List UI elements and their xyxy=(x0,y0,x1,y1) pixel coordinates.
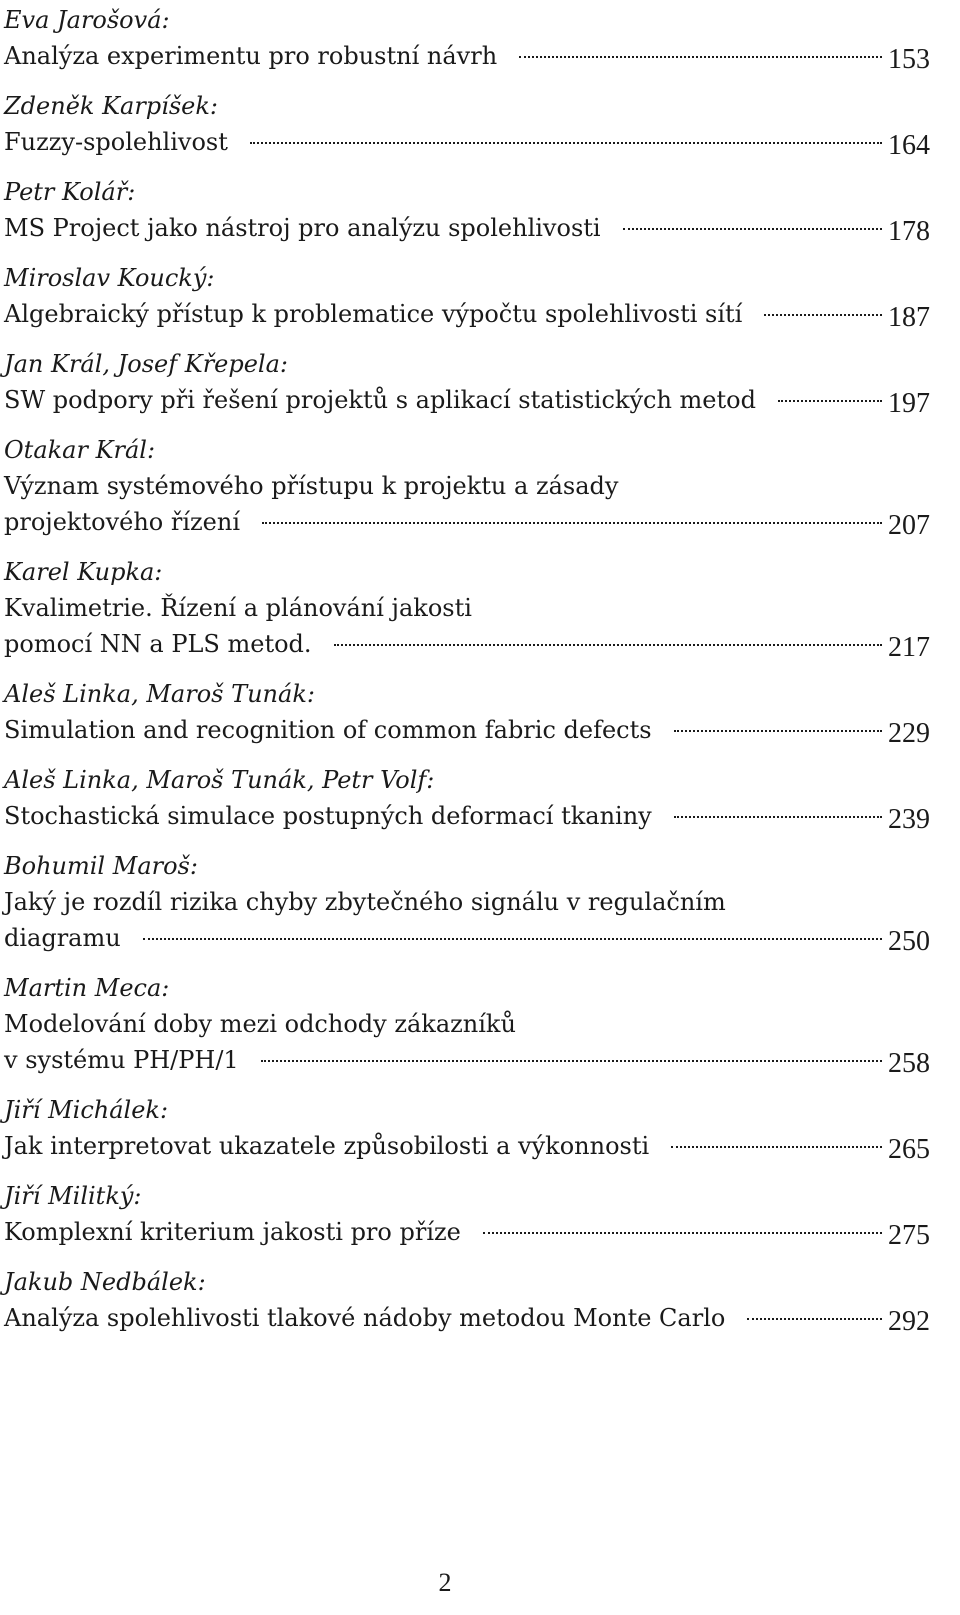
toc-entry-page-number: 275 xyxy=(888,1220,930,1251)
toc-entry-title-row xyxy=(4,124,930,174)
toc-entry-title: Komplexní kriterium jakosti pro příze xyxy=(4,1218,461,1246)
toc-entry xyxy=(4,1092,930,1178)
toc-entry-title-row xyxy=(4,1214,930,1264)
dot-leader xyxy=(334,643,882,646)
dot-leader xyxy=(778,399,882,402)
toc-entry-title-row xyxy=(4,210,930,260)
toc-entry-title-row xyxy=(4,920,930,970)
toc-entry xyxy=(4,1264,930,1350)
toc-entry-author: Jiří Michálek: xyxy=(4,1096,169,1124)
toc-entry-title: Algebraický přístup k problematice výpočtu spolehlivosti sítí xyxy=(4,300,743,328)
toc-entry-title-row xyxy=(4,1042,930,1092)
toc-entry-title-line: Jaký je rozdíl rizika chyby zbytečného signálu v regulačním xyxy=(4,888,726,916)
toc-entry-page-number: 178 xyxy=(888,216,930,247)
toc-entry-author: Otakar Král: xyxy=(4,436,156,464)
toc-entry xyxy=(4,346,930,432)
toc-entry-title-row xyxy=(4,712,930,762)
toc-entry-page-number: 187 xyxy=(888,302,930,333)
toc-entry-title-row xyxy=(4,296,930,346)
toc-entry-title-line: Význam systémového přístupu k projektu a zásady xyxy=(4,472,619,500)
toc-entry-title: MS Project jako nástroj pro analýzu spolehlivosti xyxy=(4,214,601,242)
dot-leader xyxy=(623,227,882,230)
toc-entry-author: Jiří Militký: xyxy=(4,1182,142,1210)
dot-leader xyxy=(250,141,882,144)
toc-entry-title: Analýza experimentu pro robustní návrh xyxy=(4,42,498,70)
toc-entry xyxy=(4,432,930,554)
dot-leader xyxy=(483,1231,882,1234)
toc-entry-author: Zdeněk Karpíšek: xyxy=(4,92,218,120)
dot-leader xyxy=(519,55,882,58)
dot-leader xyxy=(671,1145,882,1148)
dot-leader xyxy=(674,729,882,732)
toc-entry-page-number: 217 xyxy=(888,632,930,663)
toc-entry-title: Stochastická simulace postupných deformací tkaniny xyxy=(4,802,652,830)
toc-entry-page-number: 258 xyxy=(888,1048,930,1079)
toc-entry-title: v systému PH/PH/1 xyxy=(4,1046,239,1074)
toc-entry-title: diagramu xyxy=(4,924,121,952)
toc-entry-page-number: 207 xyxy=(888,510,930,541)
toc-entry-author: Eva Jarošová: xyxy=(4,6,170,34)
toc-entry-page-number: 197 xyxy=(888,388,930,419)
toc-entry-author: Aleš Linka, Maroš Tunák: xyxy=(4,680,315,708)
toc-entry-page-number: 153 xyxy=(888,44,930,75)
toc-entry-author: Martin Meca: xyxy=(4,974,170,1002)
toc-entry-title-row xyxy=(4,504,930,554)
table-of-contents xyxy=(4,2,930,1350)
toc-entry-title-line: Kvalimetrie. Řízení a plánování jakosti xyxy=(4,594,472,622)
toc-entry-title-row xyxy=(4,382,930,432)
toc-entry xyxy=(4,848,930,970)
toc-entry-title: Fuzzy-spolehlivost xyxy=(4,128,228,156)
toc-entry xyxy=(4,260,930,346)
toc-entry-title-row xyxy=(4,38,930,88)
dot-leader xyxy=(262,521,882,524)
toc-entry-page-number: 164 xyxy=(888,130,930,161)
dot-leader xyxy=(747,1317,882,1320)
toc-entry-title: projektového řízení xyxy=(4,508,240,536)
toc-entry-author: Bohumil Maroš: xyxy=(4,852,198,880)
toc-entry-author: Petr Kolář: xyxy=(4,178,136,206)
toc-entry-title-row xyxy=(4,626,930,676)
toc-entry-title-line: Modelování doby mezi odchody zákazníků xyxy=(4,1010,516,1038)
toc-entry-title: Simulation and recognition of common fabric defects xyxy=(4,716,652,744)
toc-entry-author: Aleš Linka, Maroš Tunák, Petr Volf: xyxy=(4,766,435,794)
toc-entry xyxy=(4,676,930,762)
toc-entry-title: pomocí NN a PLS metod. xyxy=(4,630,312,658)
toc-entry-page-number: 239 xyxy=(888,804,930,835)
toc-entry xyxy=(4,88,930,174)
toc-entry-author: Jakub Nedbálek: xyxy=(4,1268,206,1296)
footer-page-number: 2 xyxy=(438,1568,452,1597)
dot-leader xyxy=(143,937,882,940)
dot-leader xyxy=(764,313,882,316)
toc-entry-page-number: 292 xyxy=(888,1306,930,1337)
toc-entry-page-number: 265 xyxy=(888,1134,930,1165)
toc-entry xyxy=(4,1178,930,1264)
toc-entry xyxy=(4,762,930,848)
dot-leader xyxy=(674,815,882,818)
toc-entry xyxy=(4,174,930,260)
toc-entry-title-row xyxy=(4,1300,930,1350)
toc-entry xyxy=(4,2,930,88)
toc-entry-author: Jan Král, Josef Křepela: xyxy=(4,350,289,378)
toc-entry-title: SW podpory při řešení projektů s aplikací statistických metod xyxy=(4,386,756,414)
toc-entry-title: Jak interpretovat ukazatele způsobilosti a výkonnosti xyxy=(4,1132,650,1160)
toc-entry-page-number: 250 xyxy=(888,926,930,957)
toc-entry-author: Miroslav Koucký: xyxy=(4,264,215,292)
toc-entry xyxy=(4,970,930,1092)
toc-entry xyxy=(4,554,930,676)
dot-leader xyxy=(261,1059,882,1062)
toc-entry-page-number: 229 xyxy=(888,718,930,749)
toc-entry-title-row xyxy=(4,1128,930,1178)
toc-entry-title-row xyxy=(4,798,930,848)
toc-entry-title: Analýza spolehlivosti tlakové nádoby metodou Monte Carlo xyxy=(4,1304,726,1332)
toc-entry-author: Karel Kupka: xyxy=(4,558,163,586)
